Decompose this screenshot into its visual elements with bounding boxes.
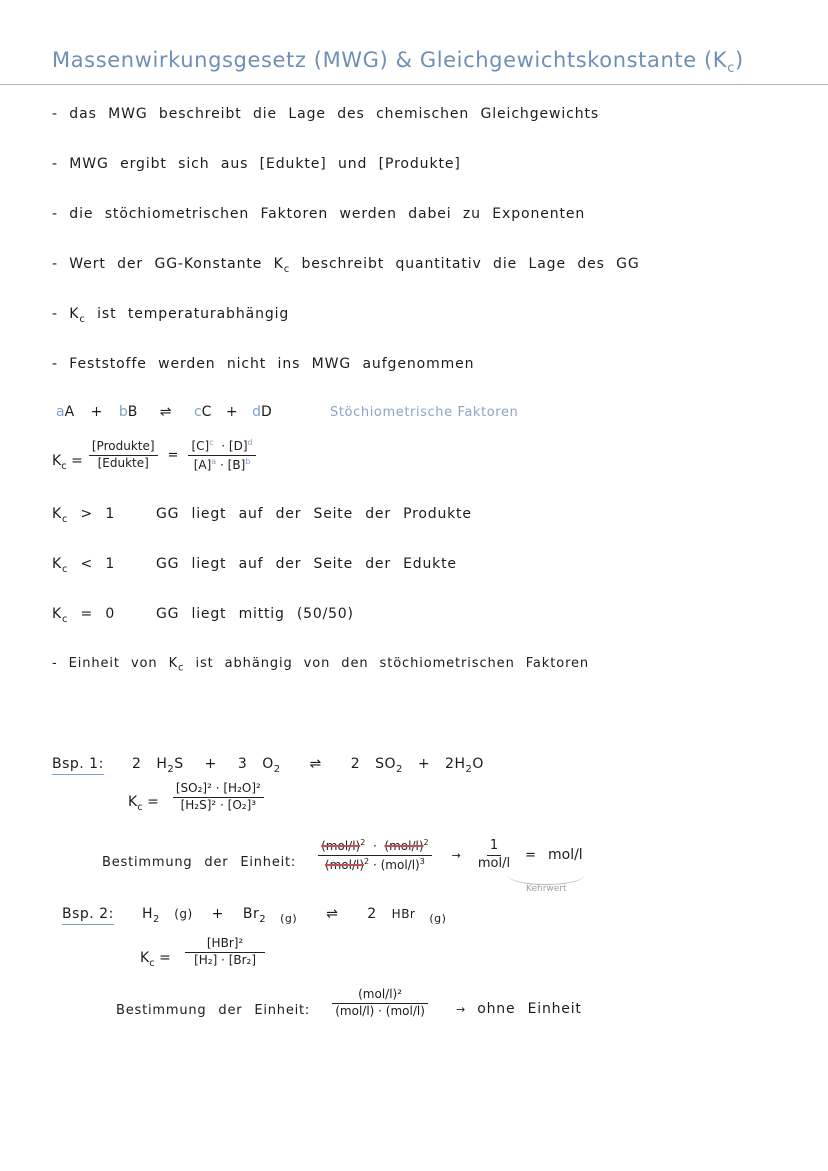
coef-c: c bbox=[193, 404, 202, 420]
equilibrium-arrow-icon: ⇌ bbox=[159, 404, 172, 420]
denominator: mol/l bbox=[477, 855, 511, 871]
denominator bbox=[322, 856, 428, 873]
unit-fraction bbox=[318, 838, 432, 873]
exponent-d: d bbox=[247, 438, 253, 447]
bullet-mwg-edukte-produkte bbox=[52, 156, 461, 172]
plus-sign: + bbox=[211, 906, 224, 922]
species-D: D bbox=[260, 404, 272, 420]
equals-sign: = bbox=[71, 452, 83, 469]
cancelled-unit: (mol/l) bbox=[321, 839, 361, 853]
stoichiometric-factors-note: Stöchiometrische Faktoren bbox=[330, 405, 519, 420]
condition-kc-equal-0 bbox=[52, 606, 115, 625]
exponent: 2 bbox=[360, 838, 366, 847]
example-2-label: Bsp. 2: bbox=[62, 906, 114, 925]
subscript: c bbox=[283, 263, 291, 275]
conc-B: [B] bbox=[227, 457, 246, 472]
coef-b: b bbox=[118, 404, 128, 420]
example-1-reaction bbox=[132, 756, 484, 775]
k-symbol: K bbox=[52, 556, 62, 572]
element: O bbox=[472, 756, 484, 772]
k-symbol: K bbox=[52, 452, 62, 469]
element: Br bbox=[242, 906, 260, 922]
kc-label bbox=[140, 950, 171, 969]
species-h2o bbox=[454, 756, 484, 775]
species-C: C bbox=[201, 404, 212, 420]
conc-D: [D] bbox=[228, 439, 248, 453]
element: S bbox=[174, 756, 184, 772]
arrow-right-icon: → bbox=[456, 1002, 466, 1016]
general-reaction bbox=[56, 404, 272, 420]
conc-C: [C] bbox=[191, 439, 210, 453]
condition-text: GG liegt auf der Seite der Edukte bbox=[156, 556, 457, 572]
bullet-kc-wert bbox=[52, 256, 640, 275]
example-2-kc-equation bbox=[140, 936, 265, 969]
operator: < 1 bbox=[68, 556, 116, 572]
k-symbol: K bbox=[52, 506, 62, 522]
species-so2 bbox=[375, 756, 403, 775]
coefficient: 2 bbox=[132, 756, 142, 772]
plus-sign: + bbox=[204, 756, 217, 772]
bullet-text: - das MWG beschreibt die Lage des chemischen Gleichgewichts bbox=[52, 106, 600, 122]
element: H bbox=[156, 756, 168, 772]
bullet-einheit-kc bbox=[52, 656, 589, 674]
bullet-text: - Einheit von K bbox=[52, 656, 179, 671]
equilibrium-arrow-icon: ⇌ bbox=[326, 906, 339, 922]
bullet-text: ist abhängig von den stöchiometrischen Faktoren bbox=[184, 656, 590, 671]
subscript: c bbox=[61, 513, 69, 525]
bullet-text: - MWG ergibt sich aus [Edukte] und [Produkte] bbox=[52, 156, 461, 172]
bullet-text: - die stöchiometrischen Faktoren werden dabei zu Exponenten bbox=[52, 206, 586, 222]
species-A: A bbox=[64, 404, 75, 420]
example-1-label: Bsp. 1: bbox=[52, 756, 104, 775]
example-1-kc-equation bbox=[128, 782, 264, 813]
equals-sign: = bbox=[159, 950, 171, 966]
arrow-right-icon: → bbox=[451, 848, 461, 862]
page-title bbox=[52, 48, 744, 76]
kc-fraction bbox=[185, 937, 265, 968]
species-h2 bbox=[142, 906, 193, 925]
coefficient: 2 bbox=[367, 906, 377, 922]
numerator bbox=[188, 438, 255, 456]
condition-text: GG liegt auf der Seite der Produkte bbox=[156, 506, 472, 522]
subscript: 2 bbox=[167, 763, 175, 775]
subscript: c bbox=[178, 662, 185, 674]
dot: · bbox=[372, 839, 377, 853]
subscript: c bbox=[61, 563, 69, 575]
subscript: 2 bbox=[465, 763, 473, 775]
dot: · bbox=[372, 857, 377, 872]
element: H bbox=[142, 906, 154, 922]
coefficient: 2 bbox=[445, 756, 455, 772]
title-end: ) bbox=[734, 48, 744, 72]
kc-label bbox=[128, 794, 159, 813]
equals-sign: = bbox=[147, 794, 159, 810]
state: (g) bbox=[266, 911, 298, 925]
subscript: 2 bbox=[273, 763, 281, 775]
condition-kc-less-1 bbox=[52, 556, 115, 575]
equilibrium-arrow-icon: ⇌ bbox=[309, 756, 322, 772]
kc-label bbox=[52, 453, 83, 472]
exponent-c: c bbox=[209, 438, 214, 447]
cancelled-unit: (mol/l) bbox=[384, 839, 424, 853]
numerator: (mol/l)² bbox=[332, 988, 428, 1004]
denominator: [Edukte] bbox=[97, 455, 149, 470]
bullet-text: ist temperaturabhängig bbox=[85, 306, 290, 322]
species-o2 bbox=[262, 756, 281, 775]
subscript: c bbox=[61, 613, 69, 625]
element: O bbox=[262, 756, 274, 772]
equals-sign: = bbox=[167, 447, 179, 463]
general-kc-equation bbox=[52, 438, 256, 473]
subscript: c bbox=[149, 957, 155, 969]
bullet-kc-temperatur bbox=[52, 306, 289, 325]
condition-text: GG liegt mittig (50/50) bbox=[156, 606, 354, 622]
unit-result: ohne Einheit bbox=[477, 1001, 582, 1018]
bullet-text: - Wert der GG-Konstante K bbox=[52, 256, 284, 272]
title-subscript: c bbox=[727, 61, 735, 77]
denominator: [H₂] · [Br₂] bbox=[194, 952, 257, 967]
numerator: 1 bbox=[487, 839, 501, 856]
conc-A: [A] bbox=[193, 457, 212, 472]
bullet-text: - K bbox=[52, 306, 80, 322]
bullet-exponenten bbox=[52, 206, 585, 222]
species-h2s bbox=[156, 756, 184, 775]
subscript: 2 bbox=[153, 913, 160, 925]
coef-d: d bbox=[252, 404, 261, 420]
kehrwert-arc bbox=[508, 866, 584, 885]
coef-a: a bbox=[56, 404, 65, 420]
bullet-text: beschreibt quantitativ die Lage des GG bbox=[290, 256, 640, 272]
subscript: c bbox=[79, 313, 86, 325]
k-symbol: K bbox=[128, 794, 138, 810]
example-2-unit-determination bbox=[116, 988, 582, 1019]
unit-fraction bbox=[332, 988, 428, 1019]
species-B: B bbox=[127, 404, 138, 420]
example-2-reaction bbox=[142, 906, 446, 925]
bullet-text: - Feststoffe werden nicht ins MWG aufgenommen bbox=[52, 356, 475, 372]
operator: > 1 bbox=[68, 506, 116, 522]
state: (g) bbox=[159, 907, 193, 921]
unit-label: Bestimmung der Einheit: bbox=[116, 1002, 311, 1018]
numerator: [Produkte] bbox=[89, 440, 158, 456]
numerator: [HBr]² bbox=[185, 937, 265, 953]
k-symbol: K bbox=[140, 950, 150, 966]
fraction-concentrations bbox=[188, 438, 255, 473]
bullet-mwg-lage bbox=[52, 106, 599, 122]
operator: = 0 bbox=[68, 606, 116, 622]
subscript: 2 bbox=[396, 763, 403, 775]
plus-sign: + bbox=[90, 404, 103, 420]
fraction-produkte-edukte bbox=[89, 440, 158, 471]
title-underline bbox=[0, 84, 828, 85]
title-text: Massenwirkungsgesetz (MWG) & Gleichgewichtskonstante (K bbox=[52, 48, 728, 72]
denominator: [H₂S]² · [O₂]³ bbox=[180, 797, 257, 812]
exponent-a: a bbox=[211, 456, 217, 466]
subscript: c bbox=[61, 460, 67, 472]
exponent: 2 bbox=[423, 838, 429, 847]
bullet-feststoffe bbox=[52, 356, 474, 372]
coefficient: 3 bbox=[237, 756, 248, 772]
cancelled-unit: (mol/l) bbox=[324, 857, 365, 872]
species-hbr bbox=[391, 906, 447, 925]
equals-sign: = bbox=[525, 847, 536, 863]
exponent: 2 bbox=[364, 856, 370, 866]
condition-kc-greater-1 bbox=[52, 506, 115, 525]
numerator bbox=[318, 838, 432, 856]
dot: · bbox=[221, 439, 226, 453]
kc-fraction bbox=[173, 782, 264, 813]
unit-label: Bestimmung der Einheit: bbox=[102, 854, 297, 870]
plus-sign: + bbox=[225, 404, 238, 420]
element: HBr bbox=[391, 907, 416, 921]
species-br2 bbox=[242, 906, 298, 925]
subscript: 2 bbox=[259, 913, 267, 925]
subscript: c bbox=[137, 801, 143, 813]
exponent: 3 bbox=[419, 856, 425, 866]
kehrwert-annotation: Kehrwert bbox=[526, 884, 567, 894]
element: H bbox=[454, 756, 466, 772]
unit-result: mol/l bbox=[547, 847, 583, 864]
unit: (mol/l) bbox=[380, 857, 420, 872]
numerator: [SO₂]² · [H₂O]² bbox=[173, 782, 264, 798]
dot: · bbox=[220, 457, 224, 472]
k-symbol: K bbox=[52, 606, 62, 622]
denominator: (mol/l) · (mol/l) bbox=[335, 1003, 425, 1018]
state: (g) bbox=[415, 911, 447, 925]
coefficient: 2 bbox=[350, 756, 361, 772]
exponent-b: b bbox=[245, 456, 251, 466]
element: SO bbox=[375, 756, 397, 772]
plus-sign: + bbox=[417, 756, 431, 772]
denominator bbox=[191, 456, 254, 473]
